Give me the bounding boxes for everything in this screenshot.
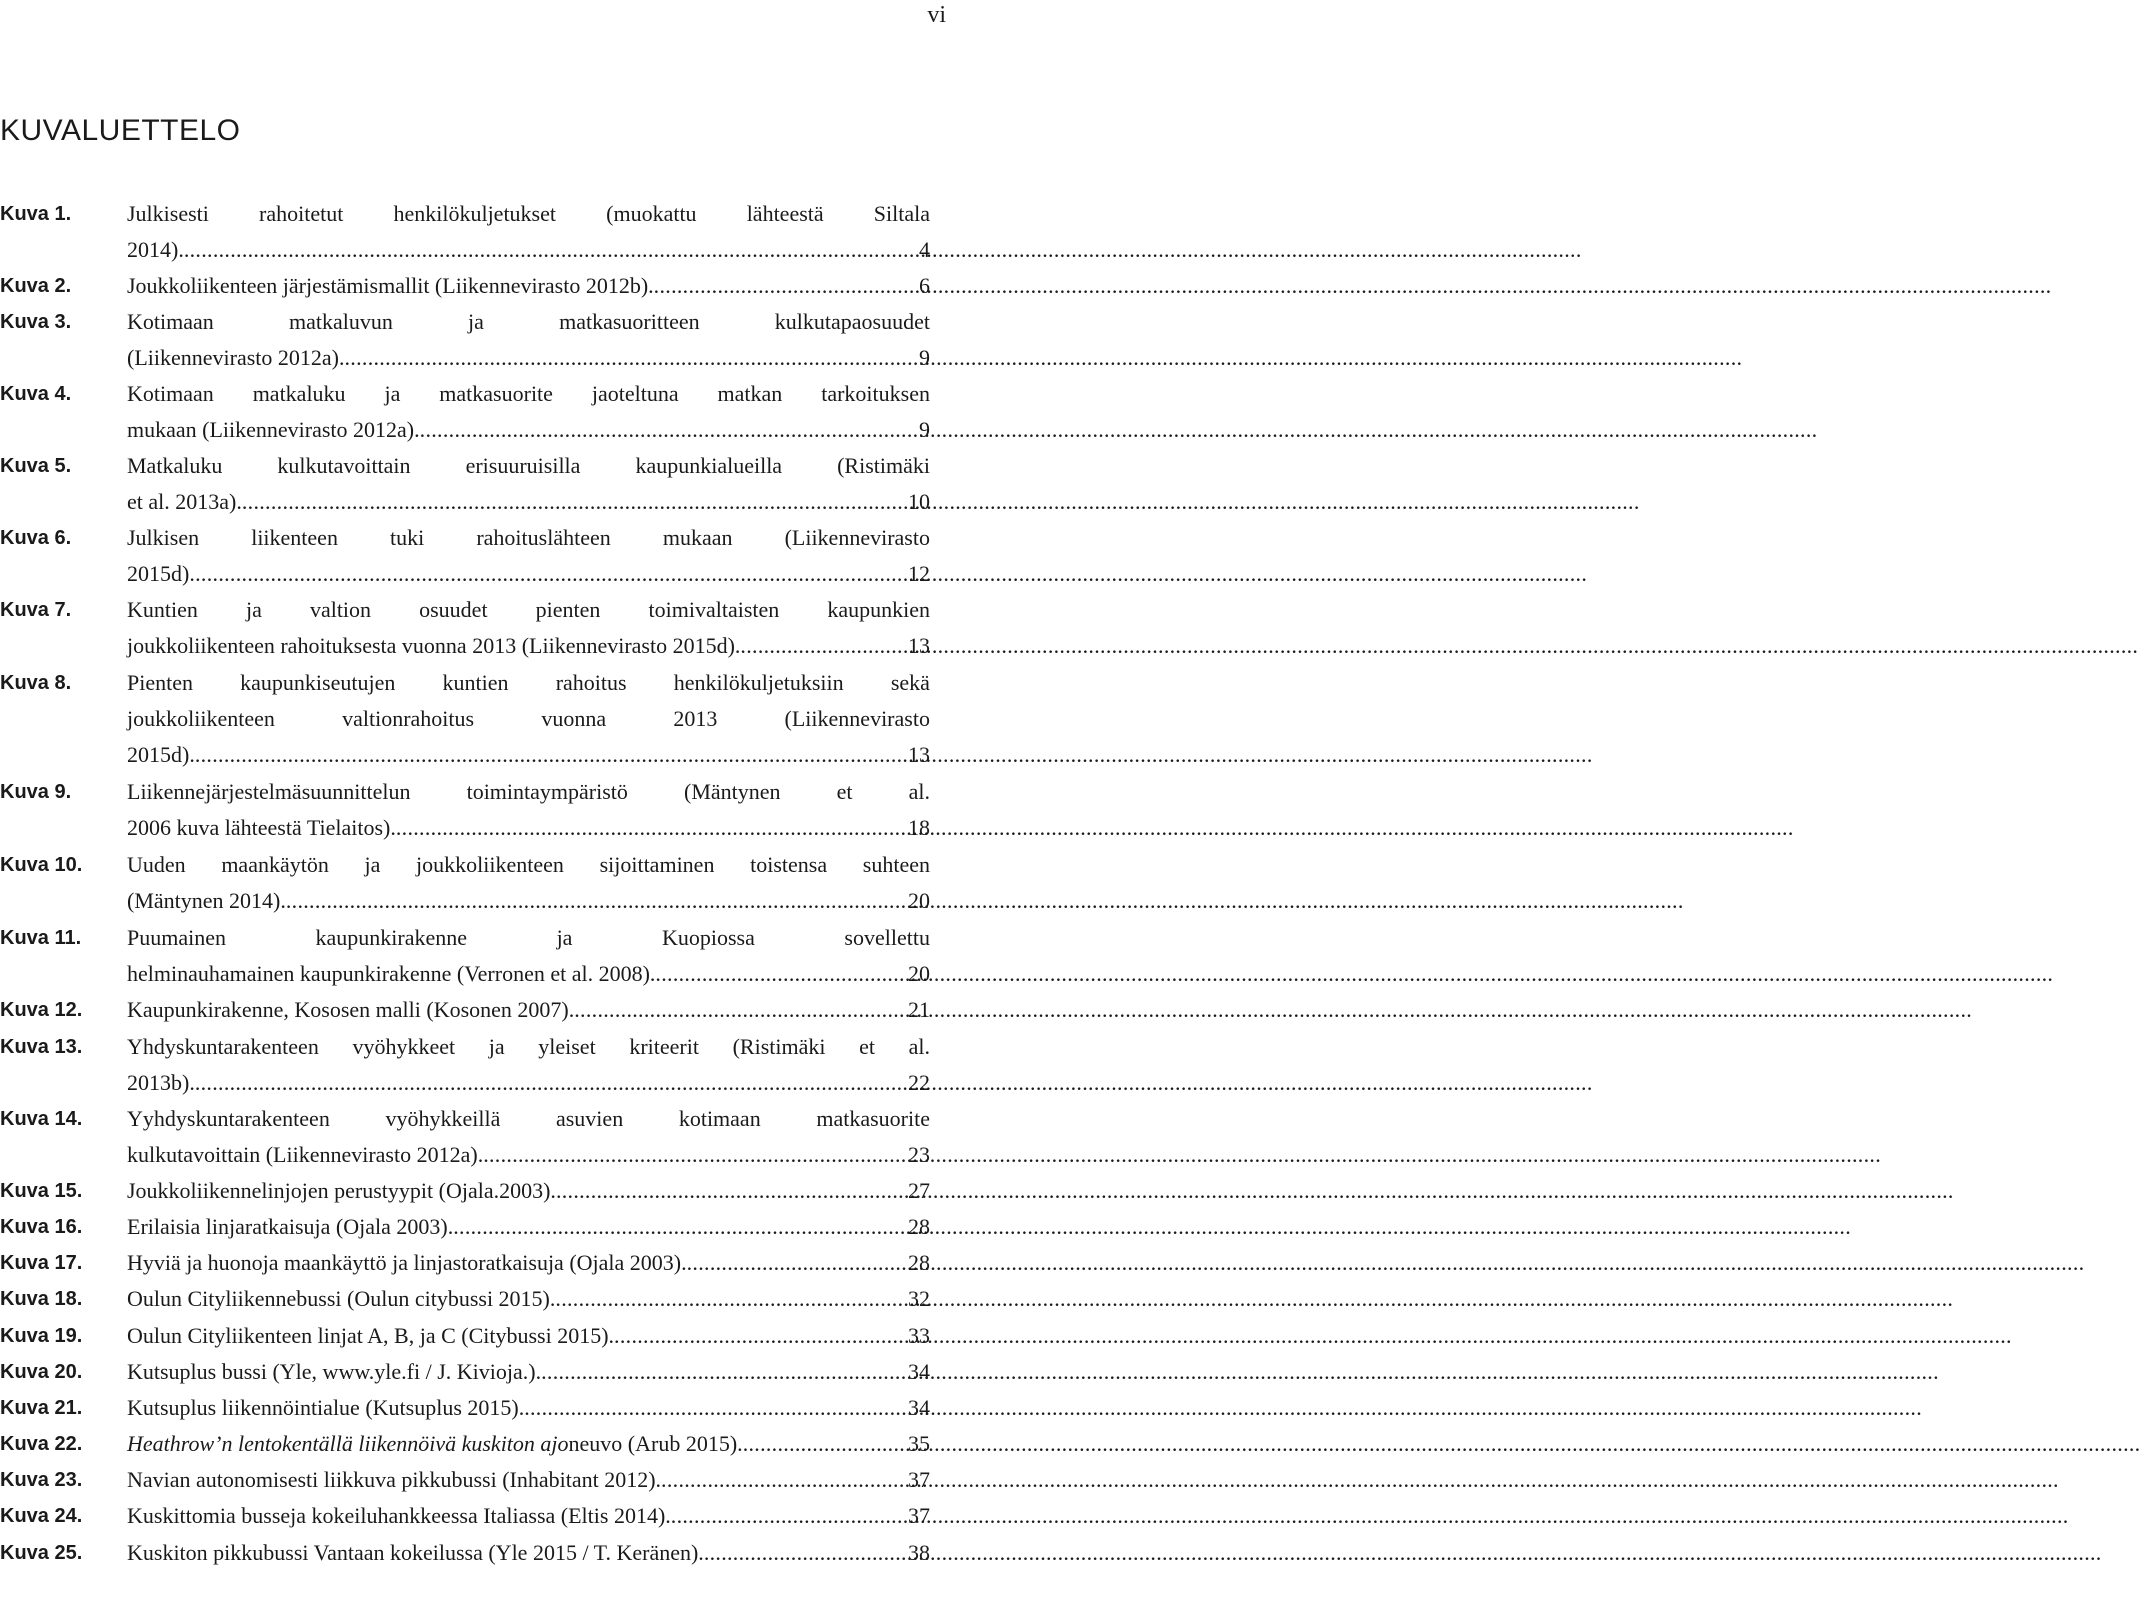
dot-leader — [574, 992, 908, 1028]
caption-line: Kuntien ja valtion osuudet pienten toimivaltaisten kaupunkien — [127, 597, 930, 622]
caption-line-last — [127, 1354, 930, 1390]
page-reference: 27 — [908, 1178, 930, 1203]
dot-leader — [661, 1462, 908, 1498]
caption-line: Julkisesti rahoitetut henkilökuljetukset (muokattu lähteestä Siltala — [127, 201, 930, 226]
figure-caption — [127, 196, 930, 268]
figure-label: Kuva 9. — [0, 781, 72, 803]
figure-caption — [127, 665, 930, 773]
caption-text-part: 2013b). — [127, 1070, 195, 1095]
figure-label: Kuva 10. — [0, 854, 83, 876]
page-reference: 21 — [908, 997, 930, 1022]
figure-caption — [127, 1101, 930, 1173]
page-title: KUVALUETTELO — [0, 114, 241, 147]
caption-line-last — [127, 340, 930, 376]
caption-line: Yhdyskuntarakenteen vyöhykkeet ja yleiset kriteerit (Ristimäki et al. — [127, 1034, 930, 1059]
caption-line-last — [127, 1498, 930, 1534]
figure-label: Kuva 18. — [0, 1288, 83, 1310]
dot-leader — [541, 1354, 908, 1390]
caption-line-last — [127, 992, 930, 1028]
caption-line: Julkisen liikenteen tuki rahoituslähteen mukaan (Liikennevirasto — [127, 525, 930, 550]
figure-caption — [127, 1390, 930, 1426]
caption-text-part: Erilaisia linjaratkaisuja (Ojala 2003). — [127, 1214, 454, 1239]
dot-leader — [524, 1390, 908, 1426]
page-reference: 20 — [908, 888, 930, 913]
figure-label: Kuva 4. — [0, 383, 72, 405]
figure-label: Kuva 8. — [0, 672, 72, 694]
dot-leader — [614, 1318, 908, 1354]
caption-text-part: 2015d) — [127, 561, 190, 586]
figure-caption — [127, 520, 930, 592]
figure-label: Kuva 14. — [0, 1108, 83, 1130]
caption-line: Puumainen kaupunkirakenne ja Kuopiossa sovellettu — [127, 925, 930, 950]
figure-label: Kuva 23. — [0, 1469, 83, 1491]
dot-leader — [654, 268, 919, 304]
page-reference: 4 — [919, 237, 930, 262]
caption-text — [127, 484, 242, 520]
page-reference: 10 — [908, 489, 930, 514]
caption-line-last — [127, 1137, 930, 1173]
page-reference: 23 — [908, 1142, 930, 1167]
caption-text — [127, 1498, 671, 1534]
page-reference: 20 — [908, 961, 930, 986]
caption-line-last — [127, 1281, 930, 1317]
caption-line-last — [127, 268, 930, 304]
caption-text — [127, 1137, 483, 1173]
dot-leader — [687, 1245, 908, 1281]
figure-caption — [127, 1318, 930, 1354]
page-number: vi — [927, 2, 946, 28]
dot-leader — [195, 1065, 908, 1101]
page-reference: 28 — [908, 1214, 930, 1239]
dot-leader — [671, 1498, 908, 1534]
caption-text — [127, 737, 195, 773]
figure-caption — [127, 1462, 930, 1498]
caption-line-last — [127, 484, 930, 520]
figure-label: Kuva 12. — [0, 999, 83, 1021]
page-reference: 22 — [908, 1070, 930, 1095]
caption-text — [127, 268, 654, 304]
page-reference: 9 — [919, 417, 930, 442]
figure-label: Kuva 3. — [0, 311, 72, 333]
figure-label: Kuva 15. — [0, 1180, 83, 1202]
figure-label: Kuva 16. — [0, 1216, 83, 1238]
figure-caption — [127, 1354, 930, 1390]
caption-text-part: 2006 kuva lähteestä Tielaitos). — [127, 815, 396, 840]
dot-leader — [189, 556, 908, 592]
caption-italic-text: Heathrow’n lentokentällä liikennöivä kuskiton ajo — [127, 1431, 569, 1456]
page-reference: 9 — [919, 345, 930, 370]
dot-leader — [184, 232, 919, 268]
figure-caption — [127, 448, 930, 520]
figure-caption — [127, 1209, 930, 1245]
figure-caption — [127, 1535, 930, 1571]
figure-caption — [127, 376, 930, 448]
caption-line: joukkoliikenteen valtionrahoitus vuonna 2013 (Liikennevirasto — [127, 706, 930, 731]
figure-caption — [127, 1498, 930, 1534]
figure-label: Kuva 20. — [0, 1361, 83, 1383]
figure-caption — [127, 1426, 930, 1462]
figure-label: Kuva 19. — [0, 1325, 83, 1347]
caption-text-part: joukkoliikenteen rahoituksesta vuonna 2013 (Liikennevirasto 2015d). — [127, 633, 741, 658]
page-reference: 12 — [908, 561, 930, 586]
dot-leader — [655, 956, 908, 992]
figure-label: Kuva 11. — [0, 927, 82, 949]
caption-line: Yyhdyskuntarakenteen vyöhykkeillä asuvien kotimaan matkasuorite — [127, 1106, 930, 1131]
page-reference: 34 — [908, 1359, 930, 1384]
caption-text — [127, 1281, 555, 1317]
figure-caption — [127, 1245, 930, 1281]
dot-leader — [396, 810, 908, 846]
caption-text-part: Joukkoliikennelinjojen perustyypit (Ojala.2003). — [127, 1178, 556, 1203]
dot-leader — [555, 1281, 908, 1317]
caption-line: Liikennejärjestelmäsuunnittelun toimintaympäristö (Mäntynen et al. — [127, 779, 930, 804]
caption-text — [127, 1065, 195, 1101]
figure-label: Kuva 17. — [0, 1252, 83, 1274]
figure-label: Kuva 1. — [0, 203, 72, 225]
caption-line-last — [127, 737, 930, 773]
caption-text-part: Hyviä ja huonoja maankäyttö ja linjastoratkaisuja (Ojala 2003). — [127, 1250, 687, 1275]
dot-leader — [453, 1209, 908, 1245]
caption-line-last — [127, 232, 930, 268]
caption-text-part: Oulun Cityliikennebussi (Oulun citybussi 2015). — [127, 1286, 556, 1311]
caption-text-part: Kuskittomia busseja kokeiluhankkeessa Italiassa (Eltis 2014). — [127, 1503, 671, 1528]
dot-leader — [286, 883, 908, 919]
caption-text — [127, 232, 184, 268]
figure-label: Kuva 24. — [0, 1505, 83, 1527]
figure-label: Kuva 5. — [0, 455, 72, 477]
figure-caption — [127, 774, 930, 846]
caption-line-last — [127, 628, 930, 664]
page-reference: 28 — [908, 1250, 930, 1275]
dot-leader — [556, 1173, 908, 1209]
caption-line: Uuden maankäytön ja joukkoliikenteen sijoittaminen toistensa suhteen — [127, 852, 930, 877]
dot-leader — [242, 484, 908, 520]
caption-text — [127, 1209, 453, 1245]
caption-line-last — [127, 1173, 930, 1209]
caption-line-last — [127, 1245, 930, 1281]
dot-leader — [483, 1137, 908, 1173]
figure-label: Kuva 6. — [0, 527, 72, 549]
figure-caption — [127, 1029, 930, 1101]
caption-text-part: Kutsuplus liikennöintialue (Kutsuplus 2015). — [127, 1395, 525, 1420]
caption-text — [127, 1245, 687, 1281]
caption-text-part: Kutsuplus bussi (Yle, www.yle.fi / J. Kivioja.). — [127, 1359, 542, 1384]
caption-line-last — [127, 883, 930, 919]
page-reference: 6 — [919, 273, 930, 298]
caption-text — [127, 1535, 704, 1571]
figure-label: Kuva 7. — [0, 599, 72, 621]
caption-text-part: mukaan (Liikennevirasto 2012a). — [127, 417, 420, 442]
page-reference: 13 — [908, 742, 930, 767]
page-reference: 35 — [908, 1431, 930, 1456]
caption-text-part: kulkutavoittain (Liikennevirasto 2012a). — [127, 1142, 484, 1167]
caption-text — [127, 956, 655, 992]
caption-text — [127, 1318, 614, 1354]
caption-text-part: neuvo (Arub 2015). — [568, 1431, 743, 1456]
caption-line-last — [127, 1209, 930, 1245]
page-reference: 37 — [908, 1467, 930, 1492]
caption-line-last — [127, 1462, 930, 1498]
caption-line: Kotimaan matkaluku ja matkasuorite jaoteltuna matkan tarkoituksen — [127, 381, 930, 406]
caption-text — [127, 628, 740, 664]
caption-line-last — [127, 1390, 930, 1426]
figure-label: Kuva 22. — [0, 1433, 83, 1455]
caption-line-last — [127, 556, 930, 592]
figure-label: Kuva 13. — [0, 1036, 83, 1058]
caption-text-part: Oulun Cityliikenteen linjat A, B, ja C (Citybussi 2015). — [127, 1323, 615, 1348]
figure-caption — [127, 1173, 930, 1209]
caption-text — [127, 992, 574, 1028]
figure-caption — [127, 268, 930, 304]
caption-text-part: (Liikennevirasto 2012a). — [127, 345, 345, 370]
caption-line: Pienten kaupunkiseutujen kuntien rahoitus henkilökuljetuksiin sekä — [127, 670, 930, 695]
caption-line-last — [127, 1426, 930, 1462]
figure-label: Kuva 21. — [0, 1397, 83, 1419]
caption-text-part: et al. 2013a). — [127, 489, 242, 514]
figure-label: Kuva 25. — [0, 1542, 83, 1564]
caption-text — [127, 1390, 524, 1426]
caption-text-part: Navian autonomisesti liikkuva pikkubussi (Inhabitant 2012). — [127, 1467, 662, 1492]
dot-leader — [420, 412, 919, 448]
caption-text — [127, 1173, 556, 1209]
caption-text-part: Kuskiton pikkubussi Vantaan kokeilussa (Yle 2015 / T. Keränen). — [127, 1540, 704, 1565]
caption-text — [127, 1462, 661, 1498]
caption-text-part: (Mäntynen 2014). — [127, 888, 286, 913]
page-reference: 38 — [908, 1540, 930, 1565]
caption-text-part: 2015d). — [127, 742, 195, 767]
caption-text — [127, 1426, 743, 1462]
caption-text-part: Kaupunkirakenne, Kososen malli (Kosonen 2007). — [127, 997, 575, 1022]
page-reference: 34 — [908, 1395, 930, 1420]
dot-leader — [345, 340, 920, 376]
figure-caption — [127, 920, 930, 992]
caption-text-part: Joukkoliikenteen järjestämismallit (Liikennevirasto 2012b). — [127, 273, 654, 298]
caption-line-last — [127, 1318, 930, 1354]
figure-caption — [127, 1281, 930, 1317]
caption-text-part: 2014). — [127, 237, 184, 262]
dot-leader — [195, 737, 908, 773]
page-reference: 37 — [908, 1503, 930, 1528]
caption-text — [127, 412, 420, 448]
figure-label: Kuva 2. — [0, 275, 72, 297]
caption-text — [127, 340, 345, 376]
page-reference: 18 — [908, 815, 930, 840]
caption-line-last — [127, 956, 930, 992]
caption-text-part: helminauhamainen kaupunkirakenne (Verronen et al. 2008). — [127, 961, 656, 986]
figure-caption — [127, 992, 930, 1028]
page-reference: 32 — [908, 1286, 930, 1311]
figure-caption — [127, 592, 930, 664]
page-reference: 13 — [908, 633, 930, 658]
caption-text — [127, 883, 286, 919]
figure-caption — [127, 304, 930, 376]
page-reference: 33 — [908, 1323, 930, 1348]
dot-leader — [740, 628, 908, 664]
caption-line-last — [127, 412, 930, 448]
caption-text — [127, 556, 189, 592]
caption-line: Kotimaan matkaluvun ja matkasuoritteen kulkutapaosuudet — [127, 309, 930, 334]
caption-line-last — [127, 810, 930, 846]
dot-leader — [743, 1426, 908, 1462]
caption-line-last — [127, 1065, 930, 1101]
caption-line-last — [127, 1535, 930, 1571]
caption-line: Matkaluku kulkutavoittain erisuuruisilla kaupunkialueilla (Ristimäki — [127, 453, 930, 478]
caption-text — [127, 810, 396, 846]
dot-leader — [704, 1535, 908, 1571]
caption-text — [127, 1354, 541, 1390]
figure-caption — [127, 847, 930, 919]
